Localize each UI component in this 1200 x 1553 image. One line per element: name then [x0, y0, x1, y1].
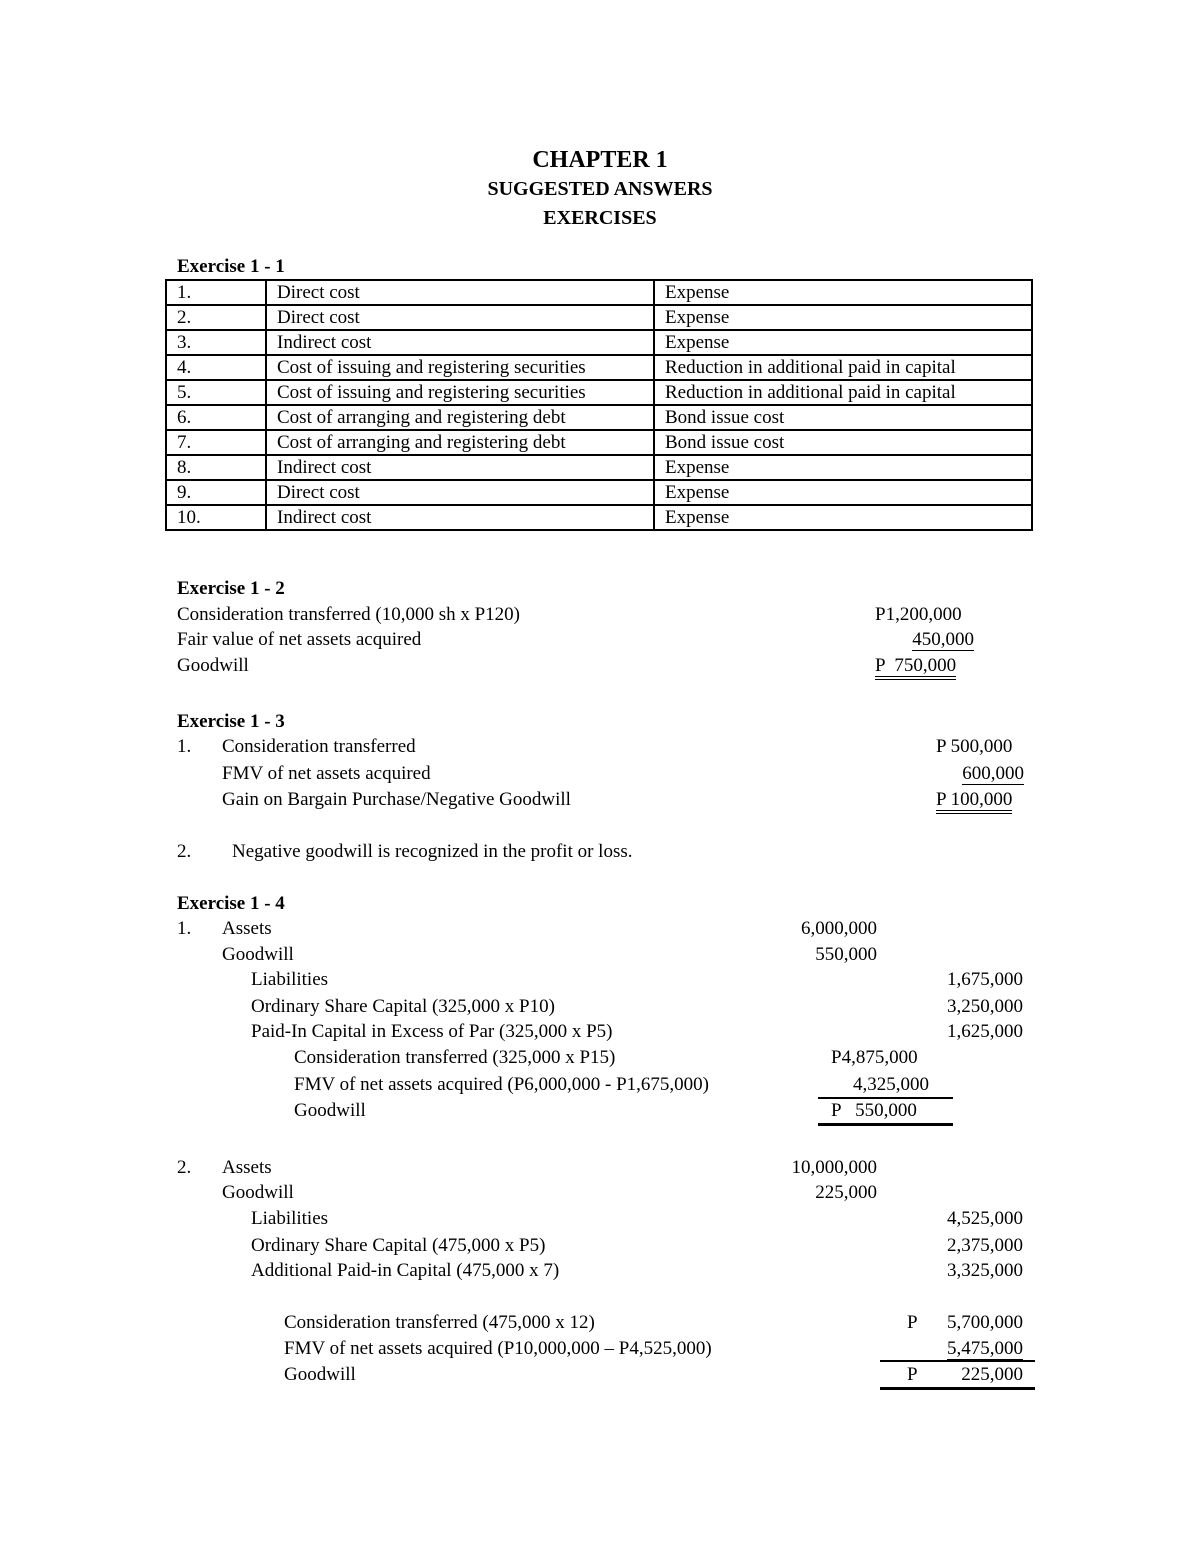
ex4-p1-number: 1.: [177, 918, 192, 939]
ex4-p1-goodwill-result-value: P 550,000: [831, 1100, 917, 1121]
ex4-p2-goodwill-peso: P: [907, 1364, 918, 1385]
row-number-cell: 5.: [166, 380, 266, 405]
treatment-cell: Expense: [654, 505, 1032, 530]
ex2-goodwill-label: Goodwill: [177, 655, 249, 676]
ex2-consideration-label: Consideration transferred (10,000 sh x P120): [177, 604, 520, 625]
treatment-cell: Bond issue cost: [654, 430, 1032, 455]
row-number-cell: 1.: [166, 280, 266, 305]
table-row: [166, 505, 1032, 530]
subtitle: SUGGESTED ANSWERS: [487, 178, 713, 200]
cost-type-cell: Direct cost: [266, 305, 654, 330]
ex4-p2-goodwill-result-label: Goodwill: [284, 1364, 356, 1385]
ex4-p2-goodwill-result-value: 225,000: [961, 1364, 1023, 1385]
table-row: [166, 380, 1032, 405]
ex3-fmv-value: 600,000: [962, 763, 1024, 784]
ex4-p1-assets-label: Assets: [222, 918, 272, 939]
row-number-cell: 7.: [166, 430, 266, 455]
treatment-cell: Bond issue cost: [654, 405, 1032, 430]
row-number-cell: 9.: [166, 480, 266, 505]
ex4-p2-fmv-label: FMV of net assets acquired (P10,000,000 – P4,525,000): [284, 1338, 712, 1359]
ex4-p1-paid-in-capital-label: Paid-In Capital in Excess of Par (325,000 x P5): [251, 1021, 613, 1042]
ex3-consideration-value: P 500,000: [936, 736, 1013, 757]
ex4-p1-goodwill-result-label: Goodwill: [294, 1100, 366, 1121]
ex4-p2-consideration-value: 5,700,000: [947, 1312, 1023, 1333]
row-number-cell: 4.: [166, 355, 266, 380]
exercise-1-1-heading: Exercise 1 - 1: [177, 256, 285, 277]
exercise-1-3-heading: Exercise 1 - 3: [177, 711, 285, 732]
treatment-cell: Reduction in additional paid in capital: [654, 355, 1032, 380]
treatment-cell: Expense: [654, 305, 1032, 330]
ex3-consideration-label: Consideration transferred: [222, 736, 416, 757]
ex4-p1-paid-in-capital-credit: 1,625,000: [947, 1021, 1023, 1042]
row-number-cell: 10.: [166, 505, 266, 530]
ex4-p2-total-rule: [880, 1387, 1035, 1390]
cost-type-cell: Indirect cost: [266, 505, 654, 530]
ex3-gain-value: P 100,000: [936, 789, 1012, 811]
cost-type-cell: Cost of issuing and registering securities: [266, 380, 654, 405]
ex4-p1-goodwill-debit: 550,000: [815, 944, 877, 965]
ex4-p2-share-capital-label: Ordinary Share Capital (475,000 x P5): [251, 1235, 546, 1256]
table-row: [166, 480, 1032, 505]
treatment-cell: Expense: [654, 330, 1032, 355]
ex4-p1-consideration-label: Consideration transferred (325,000 x P15): [294, 1047, 616, 1068]
ex3-item-number-1: 1.: [177, 736, 192, 757]
ex2-fair-value-label: Fair value of net assets acquired: [177, 629, 422, 650]
ex4-p2-consideration-peso: P: [907, 1312, 918, 1333]
row-number-cell: 8.: [166, 455, 266, 480]
ex4-p2-assets-debit: 10,000,000: [791, 1157, 877, 1178]
ex4-p2-goodwill-label: Goodwill: [222, 1182, 294, 1203]
ex4-p2-consideration-label: Consideration transferred (475,000 x 12): [284, 1312, 595, 1333]
ex4-p2-liabilities-credit: 4,525,000: [947, 1208, 1023, 1229]
ex3-item-number-2: 2.: [177, 841, 192, 862]
ex4-p1-share-capital-label: Ordinary Share Capital (325,000 x P10): [251, 996, 555, 1017]
treatment-cell: Expense: [654, 480, 1032, 505]
chapter-title: CHAPTER 1: [532, 147, 668, 173]
section-title: EXERCISES: [543, 207, 657, 229]
ex4-p1-total-rule: [818, 1123, 953, 1126]
ex4-p2-additional-capital-label: Additional Paid-in Capital (475,000 x 7): [251, 1260, 560, 1281]
row-number-cell: 2.: [166, 305, 266, 330]
ex3-fmv-label: FMV of net assets acquired: [222, 763, 431, 784]
exercise-1-4-heading: Exercise 1 - 4: [177, 893, 285, 914]
cost-type-cell: Indirect cost: [266, 330, 654, 355]
cost-type-cell: Indirect cost: [266, 455, 654, 480]
ex4-p1-consideration-value: P4,875,000: [831, 1047, 918, 1068]
ex4-p1-goodwill-label: Goodwill: [222, 944, 294, 965]
ex4-p2-subtotal-rule: [880, 1360, 1035, 1362]
cost-type-cell: Direct cost: [266, 480, 654, 505]
ex3-negative-goodwill-note: Negative goodwill is recognized in the profit or loss.: [232, 841, 633, 862]
ex4-p1-subtotal-rule: [818, 1097, 953, 1099]
ex4-p1-share-capital-credit: 3,250,000: [947, 996, 1023, 1017]
ex2-goodwill-value: P 750,000: [875, 655, 956, 677]
ex3-gain-label: Gain on Bargain Purchase/Negative Goodwill: [222, 789, 571, 810]
cost-type-cell: Cost of arranging and registering debt: [266, 430, 654, 455]
treatment-cell: Reduction in additional paid in capital: [654, 380, 1032, 405]
table-row: [166, 305, 1032, 330]
row-number-cell: 6.: [166, 405, 266, 430]
ex4-p1-assets-debit: 6,000,000: [801, 918, 877, 939]
ex4-p1-liabilities-credit: 1,675,000: [947, 969, 1023, 990]
row-number-cell: 3.: [166, 330, 266, 355]
treatment-cell: Expense: [654, 280, 1032, 305]
table-row: [166, 455, 1032, 480]
ex4-p2-additional-capital-credit: 3,325,000: [947, 1260, 1023, 1281]
ex4-p2-share-capital-credit: 2,375,000: [947, 1235, 1023, 1256]
cost-type-cell: Cost of issuing and registering securities: [266, 355, 654, 380]
table-row: [166, 280, 1032, 305]
ex4-p1-fmv-value: 4,325,000: [853, 1074, 929, 1095]
ex4-p1-fmv-label: FMV of net assets acquired (P6,000,000 - P1,675,000): [294, 1074, 709, 1095]
exercise-1-1-table: [165, 279, 1033, 531]
cost-type-cell: Cost of arranging and registering debt: [266, 405, 654, 430]
ex4-p2-assets-label: Assets: [222, 1157, 272, 1178]
treatment-cell: Expense: [654, 455, 1032, 480]
table-row: [166, 330, 1032, 355]
cost-type-cell: Direct cost: [266, 280, 654, 305]
table-row: [166, 405, 1032, 430]
ex4-p2-number: 2.: [177, 1157, 192, 1178]
ex2-fair-value-value: 450,000: [912, 629, 974, 650]
table-row: [166, 430, 1032, 455]
ex4-p2-fmv-value: 5,475,000: [947, 1338, 1023, 1359]
table-row: [166, 355, 1032, 380]
ex4-p2-liabilities-label: Liabilities: [251, 1208, 329, 1229]
exercise-1-2-heading: Exercise 1 - 2: [177, 578, 285, 599]
ex4-p2-goodwill-debit: 225,000: [815, 1182, 877, 1203]
ex4-p1-liabilities-label: Liabilities: [251, 969, 329, 990]
ex2-consideration-value: P1,200,000: [875, 604, 962, 625]
